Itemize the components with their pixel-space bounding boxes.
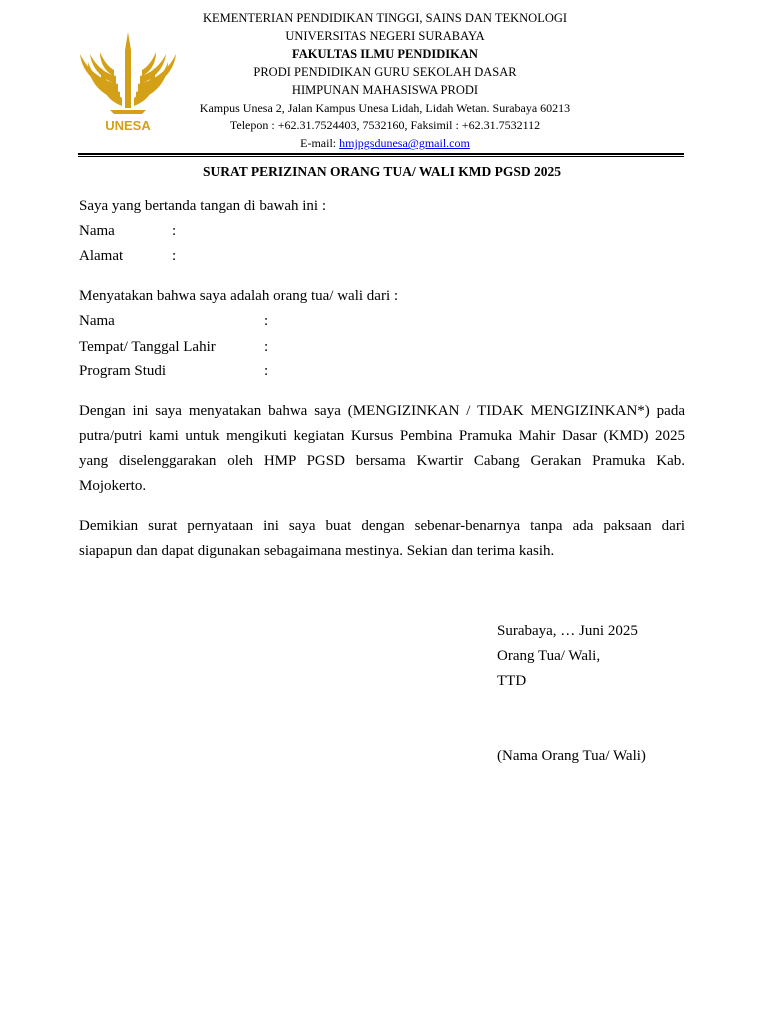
unesa-logo-icon [76,30,180,134]
signer-name-colon: : [172,223,177,239]
signature-name-placeholder: (Nama Orang Tua/ Wali) [497,748,646,764]
signature-role: Orang Tua/ Wali, [497,648,601,664]
permission-paragraph [79,399,685,499]
university-line: UNIVERSITAS NEGERI SURABAYA [285,28,485,43]
phone-line: Telepon : +62.31.7524403, 7532160, Faksimil : +62.31.7532112 [229,118,541,133]
child-intro: Menyatakan bahwa saya adalah orang tua/ wali dari : [79,288,399,304]
child-name-label: Nama [79,313,115,329]
signature-ttd: TTD [497,673,527,689]
header-rule-thick [78,153,684,155]
signer-name-label: Nama [79,223,115,239]
paragraph-line: Demikian surat pernyataan ini saya buat dengan sebenar-benarnya tanpa ada paksaan dari [79,518,685,534]
header-rule-thin [78,156,684,157]
child-birth-colon: : [264,339,269,355]
letterhead [170,10,600,153]
child-program-colon: : [264,363,269,379]
email-line [170,135,600,153]
email-link[interactable]: hmjpgsdunesa@gmail.com [339,136,470,151]
paragraph-line: yang diselenggarakan oleh HMP PGSD bersama Kwartir Cabang Gerakan Pramuka Kab. [79,453,685,469]
email-label: E-mail: [300,136,337,151]
signer-address-label: Alamat [79,248,124,264]
paragraph-line: Dengan ini saya menyatakan bahwa saya (MENGIZINKAN / TIDAK MENGIZINKAN*) pada [79,403,685,419]
child-name-colon: : [264,313,269,329]
ministry-line: KEMENTERIAN PENDIDIKAN TINGGI, SAINS DAN TEKNOLOGI [202,11,568,25]
paragraph-line: putra/putri kami untuk mengikuti kegiatan Kursus Pembina Pramuka Mahir Dasar (KMD) 2025 [79,428,685,444]
child-birth-label: Tempat/ Tanggal Lahir [79,339,216,355]
signature-place-date: Surabaya, … Juni 2025 [497,623,638,639]
signer-intro: Saya yang bertanda tangan di bawah ini : [79,198,327,214]
paragraph-line: Mojokerto. [79,478,147,494]
paragraph-line: siapapun dan dapat digunakan sebagaimana mestinya. Sekian dan terima kasih. [79,543,555,559]
signer-address-colon: : [172,248,177,264]
child-program-label: Program Studi [79,363,167,379]
document-title: SURAT PERIZINAN ORANG TUA/ WALI KMD PGSD 2025 [203,164,561,179]
closing-paragraph [79,514,685,564]
program-line: PRODI PENDIDIKAN GURU SEKOLAH DASAR [253,64,517,79]
logo-text: UNESA [105,118,151,133]
faculty-line: FAKULTAS ILMU PENDIDIKAN [292,46,478,61]
association-line: HIMPUNAN MAHASISWA PRODI [291,82,479,97]
address-line: Kampus Unesa 2, Jalan Kampus Unesa Lidah, Lidah Wetan. Surabaya 60213 [199,100,571,115]
